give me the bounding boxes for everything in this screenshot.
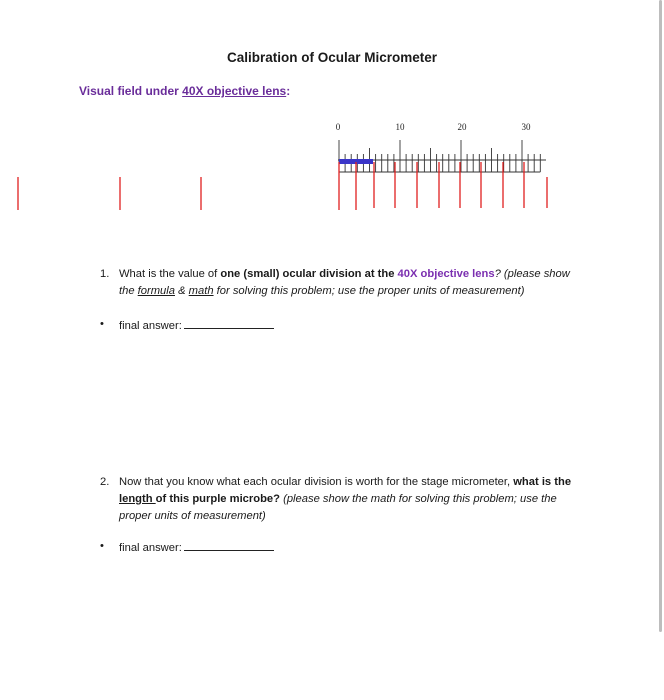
bullet-icon: • — [100, 318, 104, 330]
scale-label: 0 — [335, 122, 341, 132]
q1-part: ? (please show — [494, 268, 570, 280]
bullet-icon: • — [100, 540, 104, 552]
answer-2-blank[interactable] — [184, 540, 274, 551]
page-title: Calibration of Ocular Micrometer — [226, 50, 438, 65]
stage-micrometer-lines — [18, 162, 547, 210]
ocular-scale-labels — [336, 122, 531, 132]
q1-part: What is the value of — [119, 268, 221, 280]
q2-length: length — [119, 493, 156, 505]
final-answer-label: final answer: — [119, 542, 182, 554]
q1-formula: formula — [137, 285, 175, 297]
objective-lens-label: 40X objective lens — [182, 84, 287, 98]
q1-part: the — [119, 285, 138, 297]
final-answer-label: final answer: — [119, 320, 182, 332]
q1-part: one (small) ocular division at the — [220, 268, 395, 280]
q2-part: of this purple microbe? — [155, 493, 280, 505]
scale-label: 30 — [521, 122, 531, 132]
scale-label: 20 — [457, 122, 467, 132]
scrollbar[interactable] — [659, 0, 662, 632]
q1-part: for solving this problem; use the proper units of measurement) — [213, 285, 525, 297]
q2-part: (please show the math for solving this problem; use the proper units of measurement) — [119, 493, 557, 522]
visual-field-prefix: Visual field under — [79, 84, 183, 98]
micrometer-figure — [0, 110, 664, 220]
q2-part: what is the — [513, 476, 572, 488]
visual-field-label — [79, 84, 290, 98]
q1-lens: 40X objective lens — [394, 268, 495, 280]
q1-math: math — [188, 285, 214, 297]
question-2-number: 2. — [100, 476, 110, 488]
answer-1-blank[interactable] — [184, 318, 274, 329]
question-2-text — [119, 474, 589, 525]
q1-part: & — [174, 285, 189, 297]
question-1-text — [119, 266, 589, 300]
scale-label: 10 — [395, 122, 405, 132]
visual-field-suffix: : — [286, 84, 291, 98]
question-1-number: 1. — [100, 268, 110, 280]
q2-part: Now that you know what each ocular division is worth for the stage micrometer, — [119, 476, 514, 488]
